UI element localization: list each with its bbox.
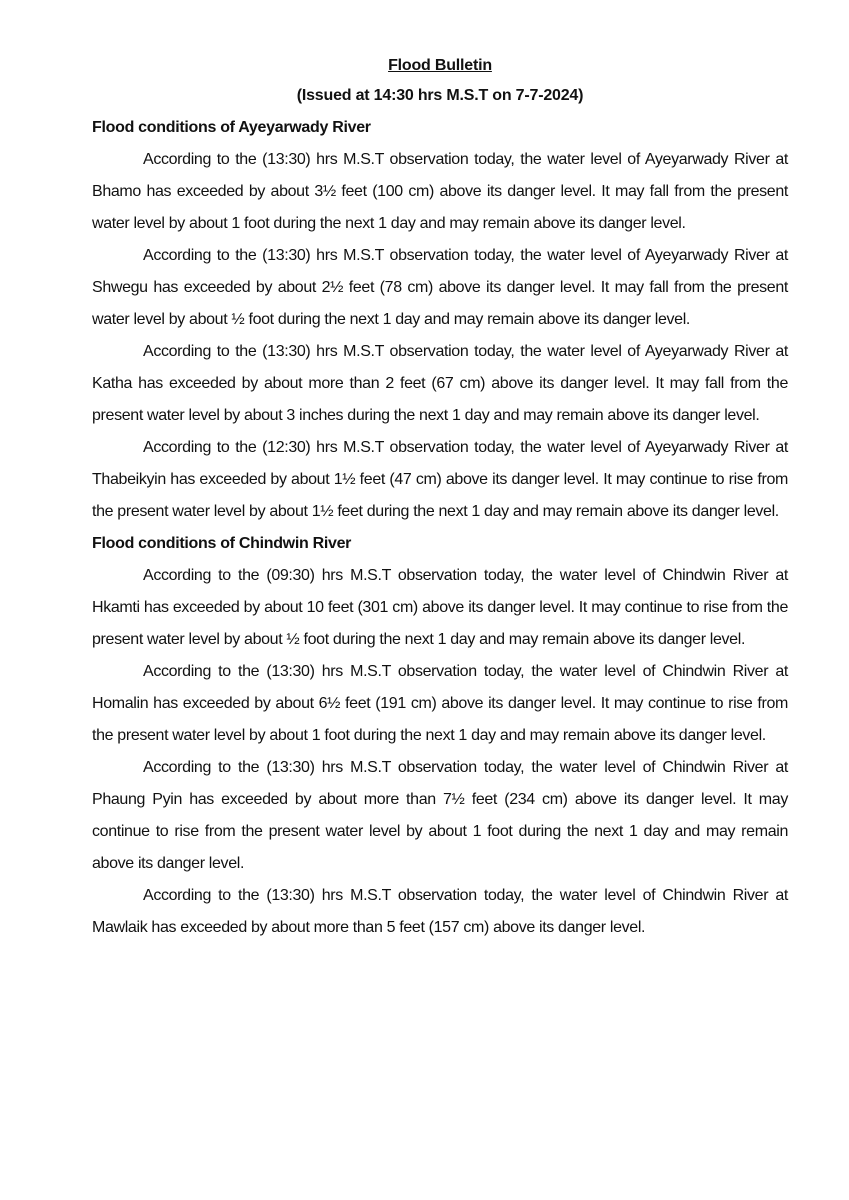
paragraph-hkamti: According to the (09:30) hrs M.S.T observation today, the water level of Chindwin River at Hkamti has exceeded by about 10 feet (301 cm) above its danger level. It may continue to rise from the present water level by about ½ foot during the next 1 day and may remain above its danger level. bbox=[92, 567, 788, 648]
issued-time: (Issued at 14:30 hrs M.S.T on 7-7-2024) bbox=[296, 87, 584, 104]
paragraph-bhamo: According to the (13:30) hrs M.S.T observation today, the water level of Ayeyarwady River at Bhamo has exceeded by about 3½ feet (100 cm) above its danger level. It may fall from the present water level by about 1 foot during the next 1 day and may remain above its danger level. bbox=[92, 151, 788, 232]
section-heading-ayeyarwady: Flood conditions of Ayeyarwady River bbox=[92, 119, 371, 136]
section-heading-chindwin: Flood conditions of Chindwin River bbox=[92, 535, 352, 552]
paragraph-katha: According to the (13:30) hrs M.S.T observation today, the water level of Ayeyarwady River at Katha has exceeded by about more than 2 feet (67 cm) above its danger level. It may fall from the present water level by about 3 inches during the next 1 day and may remain above its danger level. bbox=[92, 343, 788, 424]
bulletin-title: Flood Bulletin bbox=[388, 57, 492, 74]
paragraph-shwegu: According to the (13:30) hrs M.S.T observation today, the water level of Ayeyarwady River at Shwegu has exceeded by about 2½ feet (78 cm) above its danger level. It may fall from the present water level by about ½ foot during the next 1 day and may remain above its danger level. bbox=[92, 247, 788, 328]
paragraph-homalin: According to the (13:30) hrs M.S.T observation today, the water level of Chindwin River at Homalin has exceeded by about 6½ feet (191 cm) above its danger level. It may continue to rise from the present water level by about 1 foot during the next 1 day and may remain above its danger level. bbox=[92, 663, 788, 744]
paragraph-thabeikyin: According to the (12:30) hrs M.S.T observation today, the water level of Ayeyarwady River at Thabeikyin has exceeded by about 1½ feet (47 cm) above its danger level. It may continue to rise from the present water level by about 1½ feet during the next 1 day and may remain above its danger level. bbox=[92, 439, 788, 520]
paragraph-phaung-pyin: According to the (13:30) hrs M.S.T observation today, the water level of Chindwin River at Phaung Pyin has exceeded by about more than 7½ feet (234 cm) above its danger level. It may continue to rise from the present water level by about 1 foot during the next 1 day and may remain above its danger level. bbox=[92, 759, 788, 872]
paragraph-mawlaik: According to the (13:30) hrs M.S.T observation today, the water level of Chindwin River at Mawlaik has exceeded by about more than 5 feet (157 cm) above its danger level. bbox=[92, 887, 788, 936]
document-page bbox=[92, 52, 788, 944]
